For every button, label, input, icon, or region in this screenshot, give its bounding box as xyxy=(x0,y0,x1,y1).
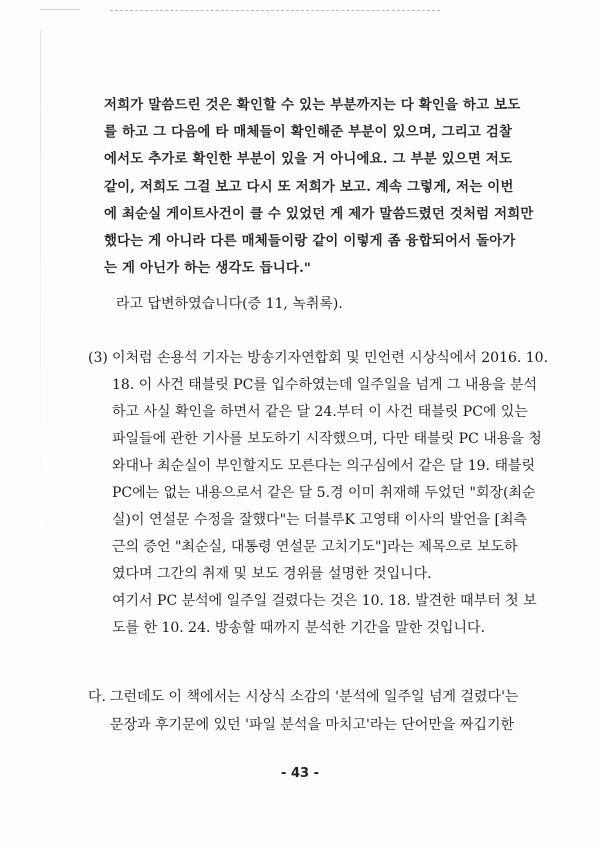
quote-line: 에서도 추가로 확인한 부분이 있을 거 아니에요. 그 부분 있으면 저도 xyxy=(104,151,513,168)
section-da-line: 그런데도 이 책에서는 시상식 소감의 '분석에 일주일 넘게 걸렸다'는 xyxy=(110,689,519,705)
section-da xyxy=(88,683,548,739)
section-3-line: 하고 사실 확인을 하면서 같은 달 24.부터 이 사건 태블릿 PC에 있는 xyxy=(112,404,528,420)
section-3-line: 였다며 그간의 취재 및 보도 경위를 설명한 것입니다. xyxy=(112,566,432,582)
quote-line: 는 게 아닌가 하는 생각도 듭니다." xyxy=(104,260,312,277)
section-3-line: 근의 증언 "최순실, 대통령 연설문 고치기도"]라는 제목으로 보도하 xyxy=(112,539,518,555)
scan-artifact-edge xyxy=(40,30,41,530)
quote-line: 를 하고 그 다음에 타 매체들이 확인해준 부분이 있으며, 그리고 검찰 xyxy=(104,124,513,141)
section-3-line: 이처럼 손용석 기자는 방송기자연합회 및 민언련 시상식에서 2016. 10. xyxy=(112,350,549,366)
quoted-testimony xyxy=(104,92,532,282)
section-3-line: 도를 한 10. 24. 방송할 때까지 분석한 기간을 말한 것입니다. xyxy=(112,620,486,636)
quote-line: 저희가 말씀드린 것은 확인할 수 있는 부분까지는 다 확인을 하고 보도 xyxy=(104,97,521,113)
section-3-line: 실)이 연설문 수정을 잘했다"는 더블루K 고영태 이사의 발언을 [최측 xyxy=(112,512,528,528)
section-3-line: 18. 이 사건 태블릿 PC를 입수하였는데 일주일을 넘게 그 내용을 분석 xyxy=(112,377,537,393)
section-da-line: 문장과 후기문에 있던 '파일 분석을 마치고'라는 단어만을 짜깁기한 xyxy=(110,717,514,733)
section-3-line: 여기서 PC 분석에 일주일 걸렸다는 것은 10. 18. 발견한 때부터 첫 보 xyxy=(112,593,537,609)
scan-artifact-line xyxy=(110,10,440,12)
section-da-label: 다. xyxy=(88,689,106,705)
section-3-line: PC에는 없는 내용으로서 같은 달 5.경 이미 취재해 두었던 "회장(최순 xyxy=(112,485,536,501)
section-3 xyxy=(88,345,549,642)
reply-statement: 라고 답변하였습니다(증 11, 녹취록). xyxy=(116,296,343,312)
quote-line: 했다는 게 아니라 다른 매체들이랑 같이 이렇게 좀 융합되어서 돌아가 xyxy=(104,233,516,250)
section-3-line: 파일들에 관한 기사를 보도하기 시작했으며, 다만 태블릿 PC 내용을 청 xyxy=(112,431,542,447)
quote-line: 에 최순실 게이트사건이 클 수 있었던 게 제가 말씀드렸던 것처럼 저희만 xyxy=(104,205,534,222)
section-3-line: 와대나 최순실이 부인할지도 모른다는 의구심에서 같은 달 19. 태블릿 xyxy=(112,458,536,474)
scan-artifact-mark xyxy=(40,9,80,10)
quote-line: 같이, 저희도 그걸 보고 다시 또 저희가 보고. 계속 그렇게, 저는 이번 xyxy=(104,178,514,195)
section-3-label: (3) xyxy=(88,350,108,366)
page-number: - 43 - xyxy=(281,766,319,781)
